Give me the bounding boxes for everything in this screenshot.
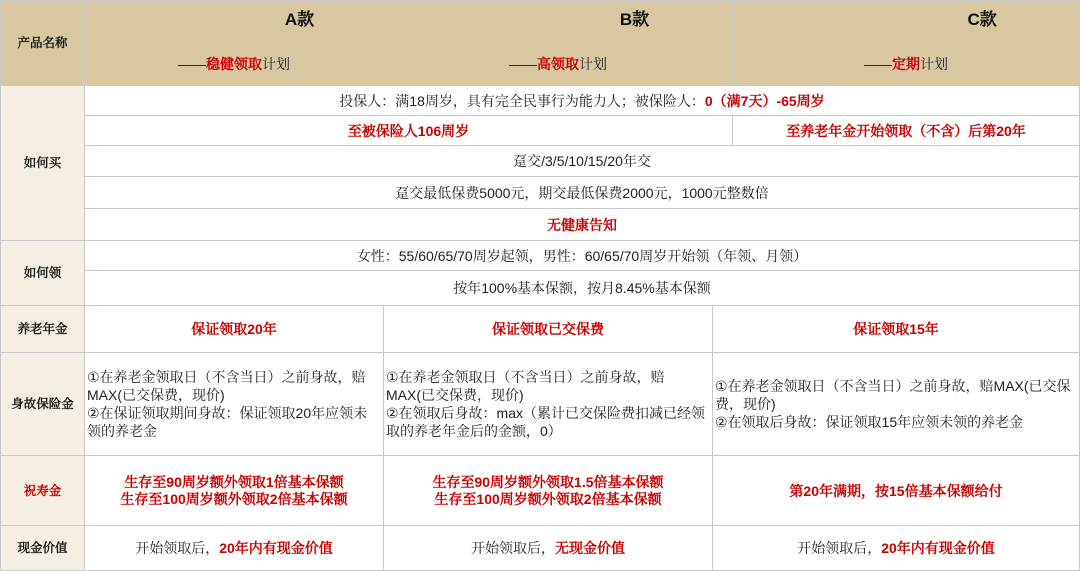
row-label-text: 现金价值 [17,541,68,555]
pension-a: 保证领取20年 [191,321,277,337]
product-c-name: C款 [967,10,997,29]
death-benefit-a [87,368,380,440]
coverage-term-ab: 至被保险人106周岁 [347,122,470,139]
cash-value-c-cell [713,526,1080,571]
plan-highlight: 定期 [892,56,920,72]
health-notice: 无健康告知 [547,216,617,233]
row-label-text: 身故保险金 [11,397,74,411]
death-benefit-c [715,377,1076,431]
longevity-bonus-b-cell [384,456,713,526]
coverage-term-c-cell [733,116,1080,146]
death-benefit-b-clause-1: ①在养老金领取日（不含当日）之前身故，赔MAX(已交保费，现价) [386,369,665,403]
row-label-cash-value [1,526,85,571]
pension-b-cell [384,306,713,353]
eligibility-main: 投保人：满18周岁，具有完全民事行为能力人；被保险人： [339,92,705,109]
death-benefit-a-cell [85,353,384,456]
plan-highlight: 高领取 [537,56,579,72]
row-label-pension [1,306,85,353]
row-label-how-to-claim [1,241,85,306]
cash-value-c [797,539,995,557]
row-label-how-to-buy [1,86,85,241]
product-a-plan [85,55,383,73]
death-benefit-b-cell [384,353,713,456]
plan-suffix: 计划 [579,56,607,72]
longevity-bonus-b-line-2: 生存至100周岁额外领取2倍基本保额 [434,490,662,507]
min-premium: 趸交最低保费5000元，期交最低保费2000元，1000元整数倍 [395,184,769,201]
payment-term-cell [85,146,1080,177]
pension-c: 保证领取15年 [853,321,939,337]
longevity-bonus-a-cell [85,456,384,526]
row-label-text: 祝寿金 [23,483,62,498]
payout: 按年100%基本保额，按月8.45%基本保额 [453,280,711,296]
product-a-header [85,1,384,86]
min-premium-cell [85,177,1080,209]
health-notice-cell [85,209,1080,241]
eligibility-text [339,92,824,110]
death-benefit-a-clause-1: ①在养老金领取日（不含当日）之前身故，赔MAX(已交保费，现价) [87,369,366,403]
header-label-text: 产品名称 [17,36,68,50]
cash-value-highlight: 20年内有现金价值 [219,540,333,556]
cash-value-b [471,539,625,557]
cash-value-prefix: 开始领取后， [135,540,220,556]
eligibility-insured-age: 0（满7天）-65周岁 [704,92,825,109]
plan-suffix: 计划 [262,56,290,72]
product-b-plan [384,55,732,73]
product-b-name: B款 [619,10,650,29]
cash-value-prefix: 开始领取后， [797,540,882,556]
payment-term: 趸交/3/5/10/15/20年交 [513,153,651,169]
death-benefit-b-clause-2: ②在领取后身故：max（累计已交保险费扣减已经领取的养老年金后的金额，0） [386,405,705,439]
pension-a-cell [85,306,384,353]
cash-value-a [135,539,333,557]
start-age-cell [85,241,1080,271]
plan-prefix: —— [178,56,206,72]
longevity-bonus-a [89,474,379,508]
cash-value-b-cell [384,526,713,571]
cash-value-highlight: 20年内有现金价值 [881,540,995,556]
plan-prefix: —— [509,56,537,72]
row-label-text: 如何买 [23,156,62,170]
longevity-bonus-a-line-2: 生存至100周岁额外领取2倍基本保额 [120,490,348,507]
pension-b: 保证领取已交保费 [492,321,604,337]
plan-prefix: —— [864,56,892,72]
coverage-term-ab-cell [85,116,733,146]
product-c-plan [733,55,1079,73]
longevity-bonus-b [388,474,708,508]
death-benefit-a-clause-2: ②在保证领取期间身故：保证领取20年应领未领的养老金 [87,405,368,439]
payout-cell [85,271,1080,306]
row-label-text: 如何领 [23,266,62,280]
plan-suffix: 计划 [920,56,948,72]
start-age: 女性：55/60/65/70周岁起领，男性：60/65/70周岁开始领（年领、月领） [356,247,808,264]
product-a-name: A款 [284,10,315,29]
longevity-bonus-a-line-1: 生存至90周岁额外领取1倍基本保额 [124,473,344,490]
header-label-product-name [1,1,85,86]
death-benefit-c-cell [713,353,1080,456]
longevity-bonus-c-cell [713,456,1080,526]
product-b-header [384,1,733,86]
cash-value-a-cell [85,526,384,571]
plan-highlight: 稳健领取 [206,56,262,72]
death-benefit-c-clause-1: ①在养老金领取日（不含当日）之前身故，赔MAX(已交保费，现价) [715,378,1071,412]
longevity-bonus-c: 第20年满期，按15倍基本保额给付 [789,482,1003,499]
product-c-header [733,1,1080,86]
eligibility-cell [85,86,1080,116]
cash-value-prefix: 开始领取后， [471,540,555,556]
death-benefit-c-clause-2: ②在领取后身故：保证领取15年应领未领的养老金 [715,414,1024,430]
death-benefit-b [386,368,709,440]
row-label-text: 养老年金 [17,322,68,336]
row-label-death-benefit [1,353,85,456]
row-label-longevity-bonus [1,456,85,526]
coverage-term-c: 至养老年金开始领取（不含）后第20年 [786,122,1026,139]
pension-c-cell [713,306,1080,353]
cash-value-highlight: 无现金价值 [555,540,625,556]
longevity-bonus-b-line-1: 生存至90周岁额外领取1.5倍基本保额 [432,473,664,490]
